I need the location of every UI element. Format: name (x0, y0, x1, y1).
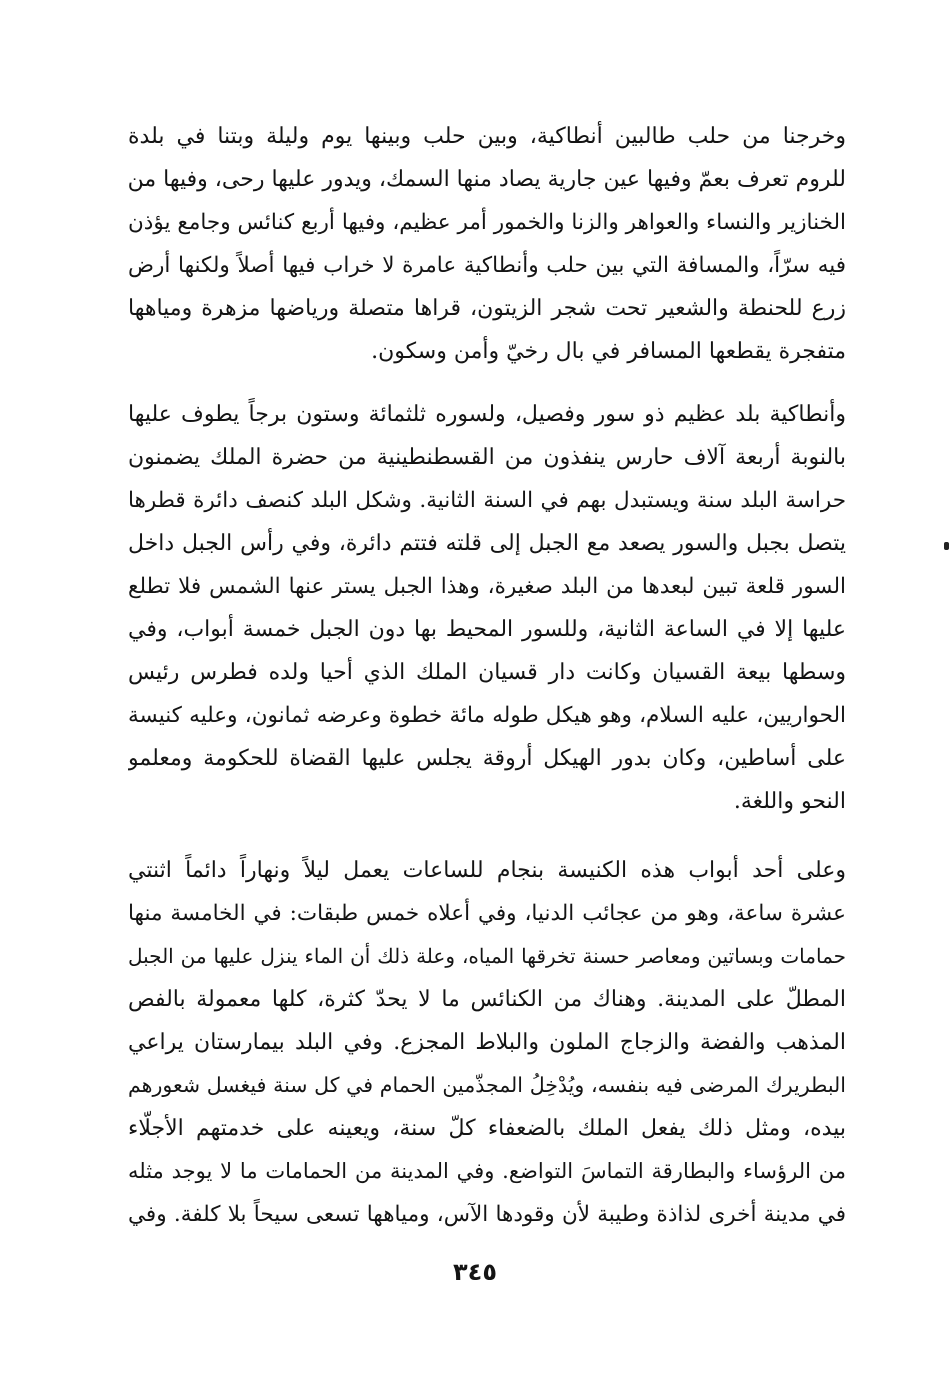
paragraph-line: النحو واللغة. (733, 789, 846, 814)
page-number: ٣٤٥ (453, 1258, 497, 1286)
paragraph-2 (128, 393, 846, 823)
margin-mark (944, 542, 949, 550)
paragraph-1 (128, 115, 846, 373)
paragraph-line: للروم تعرف بعمّ وفيها عين جارية يصاد منها السمك، ويدور عليها رحى، وفيها من (128, 167, 846, 192)
paragraph-line: وسطها بيعة القسيان وكانت دار قسيان الملك الذي أحيا ولده فطرس رئيس (128, 660, 846, 685)
paragraph-line: حمامات وبساتين ومعاصر حسنة تخرقها المياه، وعلة ذلك أن الماء ينزل عليها من الجبل (128, 944, 846, 968)
paragraph-line: عشرة ساعة، وهو من عجائب الدنيا، وفي أعلاه خمس طبقات: في الخامسة منها (128, 901, 846, 926)
paragraph-line: الخنازير والنساء والعواهر والزنا والخمور أمر عظيم، وفيها أربع كنائس وجامع يؤذن (128, 210, 846, 235)
paragraph-line: وأنطاكية بلد عظيم ذو سور وفصيل، ولسوره ثلثمائة وستون برجاً يطوف عليها (128, 402, 846, 427)
paragraph-line: وخرجنا من حلب طالبين أنطاكية، وبين حلب وبينها يوم وليلة وبتنا في بلدة (128, 124, 846, 149)
paragraph-line: يتصل بجبل والسور يصعد مع الجبل إلى قلته فتتم دائرة، وفي رأس الجبل داخل (128, 531, 846, 556)
paragraph-line: زرع للحنطة والشعير تحت شجر الزيتون، قراها متصلة ورياضها مزهرة ومياهها (128, 296, 846, 321)
paragraph-line: الحواريين، عليه السلام، وهو هيكل طوله مائة خطوة وعرضه ثمانون، وعليه كنيسة (128, 703, 846, 728)
paragraph-line: في مدينة أخرى لذاذة وطيبة لأن وقودها الآس، ومياهها تسعى سيحاً بلا كلفة. وفي (128, 1202, 846, 1227)
paragraph-line: فيه سرّاً، والمسافة التي بين حلب وأنطاكية عامرة لا خراب فيها أصلاً ولكنها أرض (128, 253, 846, 278)
paragraph-line: بالنوبة أربعة آلاف حارس ينفذون من القسطنطينية من حضرة الملك يضمنون (128, 445, 846, 470)
paragraph-line: من الرؤساء والبطارقة التماسَ التواضع. وفي المدينة من الحمامات ما لا يوجد مثله (128, 1159, 846, 1183)
paragraph-3 (128, 849, 846, 1236)
paragraph-line: متفجرة يقطعها المسافر في بال رخيّ وأمن وسكون. (371, 339, 846, 364)
paragraph-line: المطلّ على المدينة. وهناك من الكنائس ما لا يحدّ كثرة، كلها معمولة بالفص (128, 987, 846, 1012)
paragraph-line: بيده، ومثل ذلك يفعل الملك بالضعفاء كلّ سنة، ويعينه على خدمتهم الأجلّاء (128, 1116, 846, 1141)
paragraph-line: وعلى أحد أبواب هذه الكنيسة بنجام للساعات يعمل ليلاً ونهاراً دائماً اثنتي (128, 858, 846, 883)
paragraph-line: على أساطين، وكان بدور الهيكل أروقة يجلس عليها القضاة للحكومة ومعلمو (128, 746, 846, 771)
paragraph-line: حراسة البلد سنة ويستبدل بهم في السنة الثانية. وشكل البلد كنصف دائرة قطرها (128, 488, 846, 513)
paragraph-line: البطريرك المرضى فيه بنفسه، ويُدْخِلُ المجذّمين الحمام في كل سنة فيغسل شعورهم (128, 1073, 846, 1097)
paragraph-line: السور قلعة تبين لبعدها من البلد صغيرة، وهذا الجبل يستر عنها الشمس فلا تطلع (128, 574, 846, 599)
paragraph-line: عليها إلا في الساعة الثانية، وللسور المحيط بها دون الجبل خمسة أبواب، وفي (128, 617, 846, 642)
paragraph-line: المذهب والفضة والزجاج الملون والبلاط المجزع. وفي البلد بيمارستان يراعي (128, 1030, 846, 1055)
